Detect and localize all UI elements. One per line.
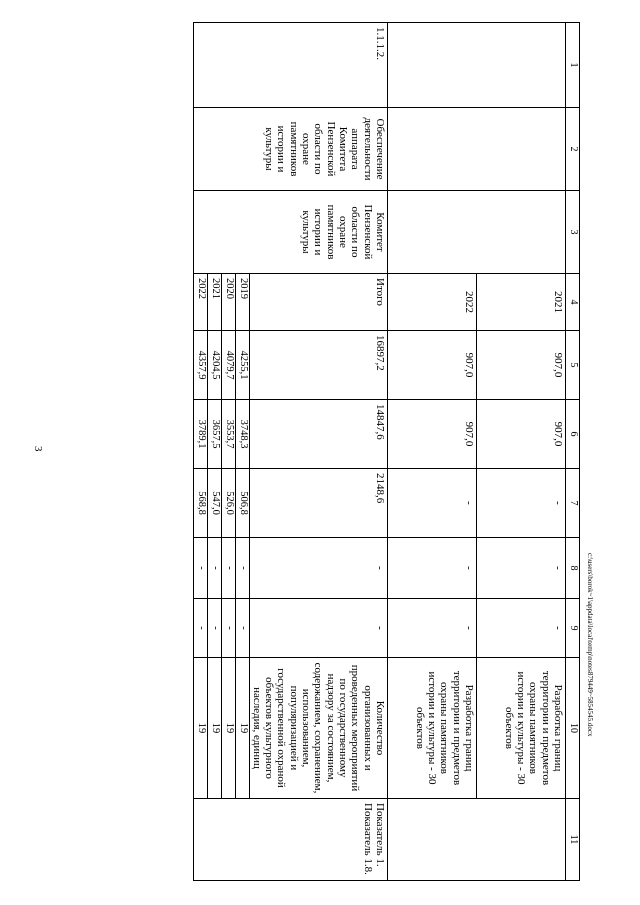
- cell-empty: [388, 108, 477, 191]
- cell-local-budget: -: [477, 538, 566, 599]
- cell-empty: [388, 23, 477, 108]
- cell-year: 2020: [221, 274, 235, 331]
- cell-total: 4079,7: [221, 331, 235, 400]
- cell-year: 2019: [235, 274, 249, 331]
- table-row: [388, 23, 477, 881]
- cell-activity: Обеспечение деятельности аппарата Комитета Пензенской области по охране памятников истории и культуры: [193, 108, 387, 191]
- cell-year: 2021: [477, 274, 566, 331]
- cell-regional-budget: 3553,7: [221, 400, 235, 469]
- table-row: [249, 23, 387, 881]
- column-number: 9: [566, 599, 580, 658]
- cell-indicator: Разработка границ территории и предметов охраны памятников истории и культуры - 30 объектов: [388, 658, 477, 799]
- cell-total: 907,0: [388, 331, 477, 400]
- cell-federal-budget: 547,0: [207, 469, 221, 538]
- cell-total: 907,0: [477, 331, 566, 400]
- cell-federal-budget: 568,8: [193, 469, 207, 538]
- cell-empty: [388, 799, 477, 881]
- cell-total: 4204,5: [207, 331, 221, 400]
- table-row: [477, 23, 566, 881]
- cell-indicator: 19: [207, 658, 221, 799]
- cell-regional-budget: 907,0: [388, 400, 477, 469]
- cell-federal-budget: -: [477, 469, 566, 538]
- cell-federal-budget: 506,8: [235, 469, 249, 538]
- cell-federal-budget: 2148,6: [249, 469, 387, 538]
- cell-indicator: Разработка границ территории и предметов охраны памятников истории и культуры - 30 объектов: [477, 658, 566, 799]
- cell-other-sources: -: [249, 599, 387, 658]
- cell-indicator: 19: [221, 658, 235, 799]
- column-number: 3: [566, 191, 580, 274]
- column-number: 11: [566, 799, 580, 881]
- cell-federal-budget: -: [388, 469, 477, 538]
- column-number: 2: [566, 108, 580, 191]
- cell-local-budget: -: [221, 538, 235, 599]
- cell-empty: [388, 191, 477, 274]
- header-row: [566, 23, 580, 881]
- cell-federal-budget: 526,0: [221, 469, 235, 538]
- column-number: 5: [566, 331, 580, 400]
- cell-regional-budget: 14847,6: [249, 400, 387, 469]
- data-table: [193, 22, 580, 881]
- cell-total: 4357,9: [193, 331, 207, 400]
- cell-local-budget: -: [235, 538, 249, 599]
- cell-local-budget: -: [249, 538, 387, 599]
- cell-empty: [477, 799, 566, 881]
- cell-empty: [477, 108, 566, 191]
- column-number: 7: [566, 469, 580, 538]
- cell-regional-budget: 907,0: [477, 400, 566, 469]
- cell-other-sources: -: [221, 599, 235, 658]
- column-number: 4: [566, 274, 580, 331]
- cell-target-indicator: Показатель 1. Показатель 1.8.: [193, 799, 387, 881]
- cell-year: Итого: [249, 274, 387, 331]
- cell-empty: [477, 23, 566, 108]
- cell-year: 2022: [193, 274, 207, 331]
- table-container: [90, 22, 580, 880]
- cell-other-sources: -: [388, 599, 477, 658]
- page-number: 3: [32, 446, 44, 452]
- footer-file-path: c:\users\borok~1\appdata\local\temp\notes879449~5854545.docx: [586, 553, 594, 737]
- cell-local-budget: -: [193, 538, 207, 599]
- cell-other-sources: -: [193, 599, 207, 658]
- cell-total: 16897,2: [249, 331, 387, 400]
- cell-regional-budget: 3748,3: [235, 400, 249, 469]
- cell-year: 2022: [388, 274, 477, 331]
- cell-executor: Комитет Пензенской области по охране памятников истории и культуры: [193, 191, 387, 274]
- cell-indicator: Количество организованных и проведенных мероприятий по государственному надзору за состоянием, содержанием, сохранением, использованием, популяризацией и государственной охраной объектов культурного наследия, единиц: [249, 658, 387, 799]
- cell-code: 1.1.1.2.: [193, 23, 387, 108]
- column-number: 8: [566, 538, 580, 599]
- cell-total: 4255,1: [235, 331, 249, 400]
- cell-year: 2021: [207, 274, 221, 331]
- cell-regional-budget: 3789,1: [193, 400, 207, 469]
- cell-other-sources: -: [207, 599, 221, 658]
- cell-local-budget: -: [388, 538, 477, 599]
- column-number: 10: [566, 658, 580, 799]
- cell-indicator: 19: [235, 658, 249, 799]
- cell-other-sources: -: [477, 599, 566, 658]
- cell-other-sources: -: [235, 599, 249, 658]
- cell-regional-budget: 3657,5: [207, 400, 221, 469]
- cell-empty: [477, 191, 566, 274]
- column-number: 6: [566, 400, 580, 469]
- column-number: 1: [566, 23, 580, 108]
- cell-local-budget: -: [207, 538, 221, 599]
- cell-indicator: 19: [193, 658, 207, 799]
